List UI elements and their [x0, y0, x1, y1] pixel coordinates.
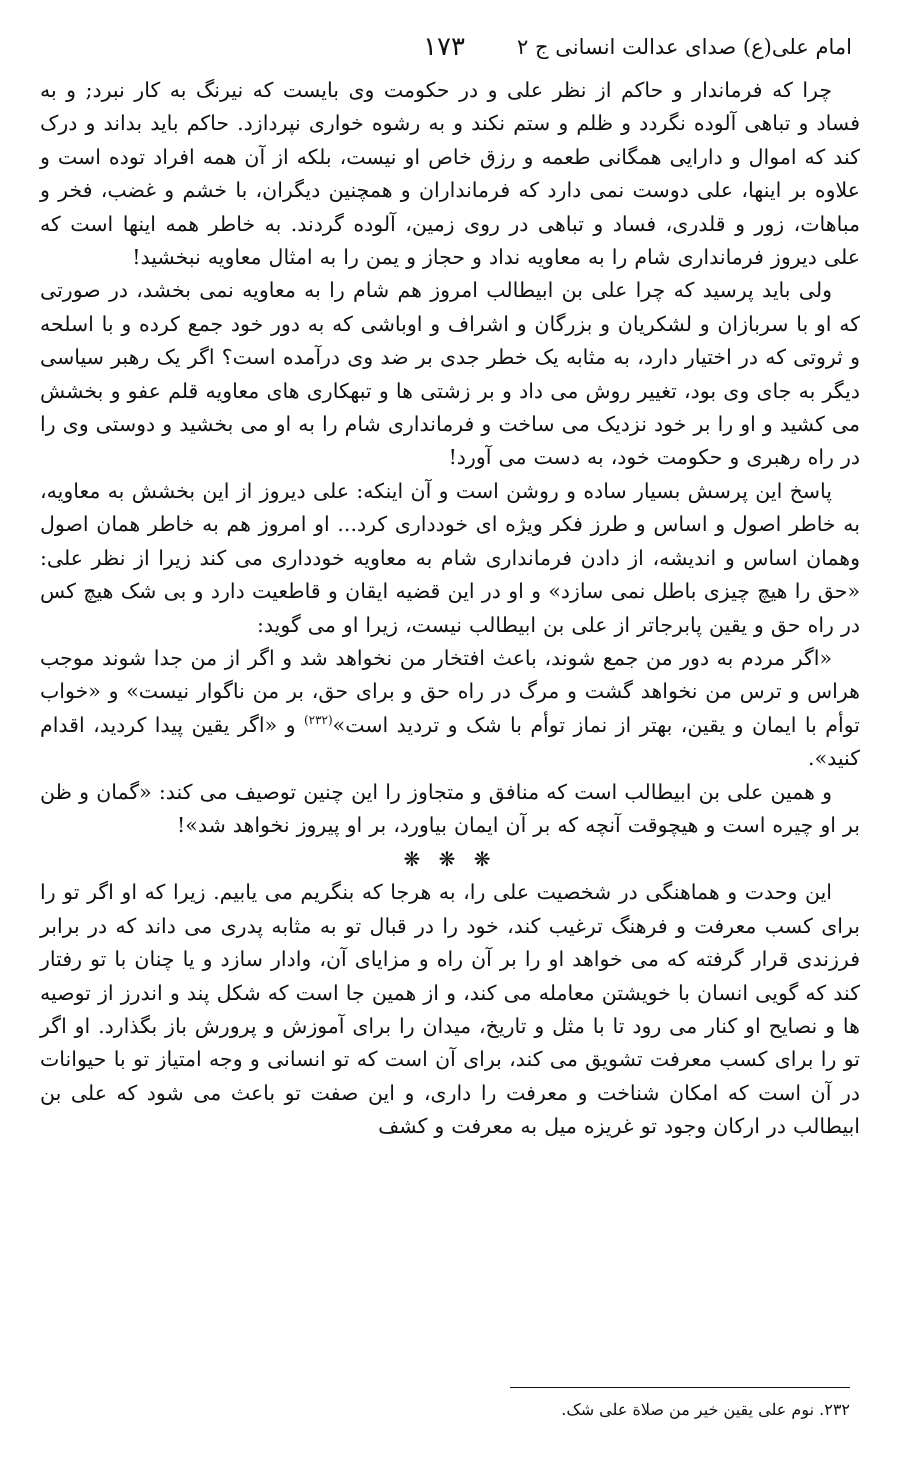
body-text: [40, 74, 860, 1144]
running-header: [40, 30, 860, 64]
book-page: [40, 30, 860, 1450]
footnote-text: ٢٣٢. نوم علی یقین خیر من صلاة علی شک.: [561, 1400, 850, 1419]
footnote-reference: (٢٣٢): [303, 712, 333, 727]
paragraph-5: این وحدت و هماهنگی در شخصیت علی را، به هرجا که بنگریم می یابیم. زیرا که او اگر تو را برای کسب معرفت و فرهنگ ترغیب کند، خود را در قبال تو به مثابه پدری می داند که در برابر فرزندی قرار گرفته که می خواهد او را بر آن راه و مزایای آن، وادار سازد و یا چنان با تو رفتار کند که گویی انسان با خویشتن معامله می کند، و از همین جا است که شکل پند و اندرز از توصیه ها و نصایح او کنار می رود تا با مثل و تاریخ، میدان را برای آموزش و پرورش باز بگذارد. او اگر تو را برای کسب معرفت تشویق می کند، برای آن است که تو انسانی و وجه امتیاز تو با حیوانات در آن است که امکان شناخت و معرفت را داری، و این صفت تو باعث می شود که علی بن ابیطالب در ارکان وجود تو غریزه میل به معرفت و کشف: [40, 880, 860, 1139]
quotation-paragraph: [40, 642, 860, 776]
book-title: امام علی(ع) صدای عدالت انسانی ج ٢: [517, 35, 852, 59]
quotation-text: «اگر مردم به دور من جمع شوند، باعث افتخار من نخواهد شد و اگر از من جدا شوند موجب هراس و ترس من نخواهد گشت و مرگ در راه حق و برای حق، بر من ناگوار نیست» و «خواب توأم با ایمان و یقین، بهتر از نماز توأم با شک و تردید است»: [40, 645, 860, 737]
paragraph-2: ولی باید پرسید که چرا علی بن ابیطالب امروز هم شام را به معاویه نمی بخشد، در صورتی که او با سربازان و لشکریان و بزرگان و اشراف و اوباشی که به دور خود جمع کرده و با اسلحه و ثروتی که در اختیار دارد، به مثابه یک خطر جدی بر ضد وی درآمده است؟ اگر یک رهبر سیاسی دیگر به جای وی بود، تغییر روش می داد و بر زشتی ها و تبهکاری های معاویه قلم عفو و بخشش می کشید و او را بر خود نزدیک می ساخت و فرمانداری شام را به او می بخشید و دوستی وی را در راه رهبری و حکومت خود، به دست می آورد!: [40, 278, 860, 470]
quotation-continuation: و «اگر یقین پیدا کردید، اقدام کنید».: [40, 712, 860, 771]
section-separator: ❋ ❋ ❋: [403, 847, 497, 872]
paragraph-4: و همین علی بن ابیطالب است که منافق و متجاوز را این چنین توصیف می کند: «گمان و ظن بر او چیره است و هیچوقت آنچه که بر آن ایمان بیاورد، بر او پیروز نخواهد شد»!: [40, 779, 860, 837]
paragraph-3: پاسخ این پرسش بسیار ساده و روشن است و آن اینکه: علی دیروز از این بخشش به معاویه، به خاطر اصول و اساس و طرز فکر ویژه ای خودداری کرد... او امروز هم به خاطر همان اصول وهمان اساس و اندیشه، از دادن فرمانداری شام به معاویه خودداری می کند زیرا از نظر علی: «حق را هیچ چیزی باطل نمی سازد» و او در این قضیه ایقان و قاطعیت دارد و بی شک هیچ کس در راه حق و یقین پابرجاتر از علی بن ابیطالب نیست، زیرا او می گوید:: [40, 478, 860, 637]
page-number: ١٧٣: [423, 32, 465, 62]
paragraph-1: چرا که فرماندار و حاکم از نظر علی و در حکومت وی بایست که نیرنگ به کار نبرد; و به فساد و تباهی آلوده نگردد و ظلم و ستم نکند و به رشوه خواری نپردازد. حاکم باید بداند و درک کند که اموال و دارایی همگانی طعمه و رزق خاص او نیست، بلکه از آن همه افراد توده است و علاوه بر اینها، علی دوست نمی دارد که فرمانداران و همچنین دیگران، با خشم و غضب، فخر و مباهات، زور و قلدری، فساد و تباهی در روی زمین، آلوده گردند. به خاطر همه اینها است که علی دیروز فرمانداری شام را به معاویه نداد و حجاز و یمن را به امثال معاویه نبخشید!: [40, 78, 860, 270]
footnote-divider: [510, 1387, 850, 1388]
